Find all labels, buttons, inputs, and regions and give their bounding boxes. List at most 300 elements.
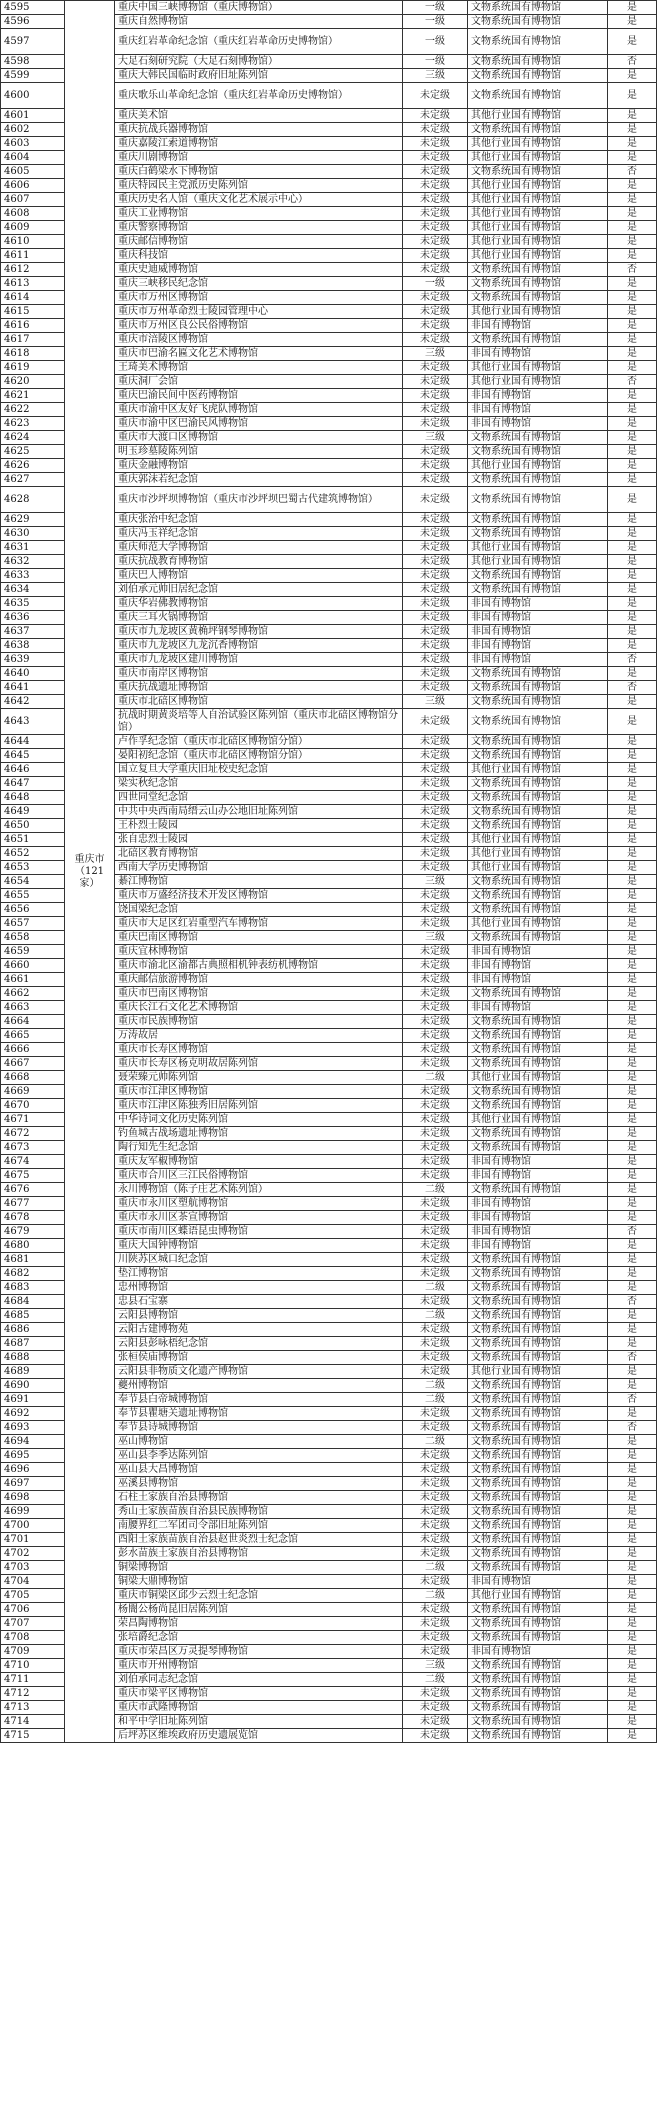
museum-type: 文物系统国有博物馆 — [468, 569, 608, 583]
free-admission: 是 — [608, 1155, 657, 1169]
row-number: 4707 — [1, 1617, 65, 1631]
museum-type: 文物系统国有博物馆 — [468, 445, 608, 459]
museum-grade: 未定级 — [403, 1127, 468, 1141]
row-number: 4712 — [1, 1687, 65, 1701]
museum-type: 非国有博物馆 — [468, 945, 608, 959]
free-admission: 是 — [608, 889, 657, 903]
museum-name: 云阳古建博物苑 — [115, 1323, 403, 1337]
museum-name: 重庆历史名人馆（重庆文化艺术展示中心） — [115, 193, 403, 207]
museum-grade: 未定级 — [403, 819, 468, 833]
museum-type: 文物系统国有博物馆 — [468, 583, 608, 597]
free-admission: 是 — [608, 959, 657, 973]
museum-grade: 未定级 — [403, 541, 468, 555]
museum-grade: 二级 — [403, 1071, 468, 1085]
museum-grade: 未定级 — [403, 1477, 468, 1491]
row-number: 4693 — [1, 1421, 65, 1435]
free-admission: 是 — [608, 1519, 657, 1533]
museum-type: 文物系统国有博物馆 — [468, 1099, 608, 1113]
row-number: 4638 — [1, 639, 65, 653]
museum-type: 文物系统国有博物馆 — [468, 1141, 608, 1155]
museum-type: 文物系统国有博物馆 — [468, 889, 608, 903]
museum-type: 文物系统国有博物馆 — [468, 29, 608, 55]
free-admission: 是 — [608, 1435, 657, 1449]
museum-name: 重庆市渝中区巴渝民风博物馆 — [115, 417, 403, 431]
museum-grade: 未定级 — [403, 569, 468, 583]
row-number: 4696 — [1, 1463, 65, 1477]
museum-grade: 未定级 — [403, 445, 468, 459]
museum-type: 文物系统国有博物馆 — [468, 1477, 608, 1491]
free-admission: 是 — [608, 847, 657, 861]
museum-grade: 未定级 — [403, 207, 468, 221]
museum-grade: 未定级 — [403, 1043, 468, 1057]
museum-grade: 未定级 — [403, 667, 468, 681]
museum-grade: 未定级 — [403, 889, 468, 903]
museum-grade: 未定级 — [403, 625, 468, 639]
museum-grade: 未定级 — [403, 973, 468, 987]
row-number: 4676 — [1, 1183, 65, 1197]
museum-grade: 未定级 — [403, 1533, 468, 1547]
free-admission: 是 — [608, 1183, 657, 1197]
museum-grade: 未定级 — [403, 1449, 468, 1463]
row-number: 4666 — [1, 1043, 65, 1057]
free-admission: 是 — [608, 221, 657, 235]
museum-name: 中华诗词文化历史陈列馆 — [115, 1113, 403, 1127]
row-number: 4697 — [1, 1477, 65, 1491]
museum-grade: 未定级 — [403, 833, 468, 847]
museum-grade: 未定级 — [403, 109, 468, 123]
museum-type: 其他行业国有博物馆 — [468, 109, 608, 123]
free-admission: 是 — [608, 541, 657, 555]
museum-name: 重庆警察博物馆 — [115, 221, 403, 235]
museum-grade: 二级 — [403, 1309, 468, 1323]
free-admission: 是 — [608, 1309, 657, 1323]
row-number: 4605 — [1, 165, 65, 179]
row-number: 4646 — [1, 763, 65, 777]
museum-grade: 未定级 — [403, 1057, 468, 1071]
row-number: 4656 — [1, 903, 65, 917]
row-number: 4708 — [1, 1631, 65, 1645]
museum-grade: 未定级 — [403, 1295, 468, 1309]
free-admission: 是 — [608, 1085, 657, 1099]
museum-name: 后坪苏区维埃政府历史遗展览馆 — [115, 1729, 403, 1743]
museum-name: 重庆市武隆博物馆 — [115, 1701, 403, 1715]
museum-name: 重庆市南岸区博物馆 — [115, 667, 403, 681]
museum-name: 重庆市永川区茶宣博物馆 — [115, 1211, 403, 1225]
museum-grade: 未定级 — [403, 1211, 468, 1225]
museum-grade: 三级 — [403, 69, 468, 83]
museum-name: 重庆巴南区博物馆 — [115, 931, 403, 945]
row-number: 4673 — [1, 1141, 65, 1155]
museum-name: 刘伯承同志纪念馆 — [115, 1673, 403, 1687]
row-number: 4668 — [1, 1071, 65, 1085]
row-number: 4674 — [1, 1155, 65, 1169]
museum-name: 重庆市南川区蝶语昆虫博物馆 — [115, 1225, 403, 1239]
museum-name: 杨闇公杨尚昆旧居陈列馆 — [115, 1603, 403, 1617]
museum-grade: 未定级 — [403, 151, 468, 165]
museum-grade: 未定级 — [403, 749, 468, 763]
museum-type: 文物系统国有博物馆 — [468, 875, 608, 889]
museum-grade: 三级 — [403, 875, 468, 889]
museum-name: 重庆市铜梁区邱少云烈士纪念馆 — [115, 1589, 403, 1603]
museum-name: 重庆市巴南区博物馆 — [115, 987, 403, 1001]
free-admission: 是 — [608, 805, 657, 819]
row-number: 4600 — [1, 83, 65, 109]
row-number: 4655 — [1, 889, 65, 903]
row-number: 4649 — [1, 805, 65, 819]
free-admission: 是 — [608, 1449, 657, 1463]
museum-grade: 未定级 — [403, 459, 468, 473]
museum-name: 四世同堂纪念馆 — [115, 791, 403, 805]
row-number: 4703 — [1, 1561, 65, 1575]
museum-type: 文物系统国有博物馆 — [468, 1491, 608, 1505]
museum-grade: 二级 — [403, 1281, 468, 1295]
free-admission: 是 — [608, 1253, 657, 1267]
free-admission: 是 — [608, 291, 657, 305]
free-admission: 是 — [608, 29, 657, 55]
free-admission: 是 — [608, 473, 657, 487]
free-admission: 是 — [608, 1463, 657, 1477]
free-admission: 是 — [608, 1645, 657, 1659]
free-admission: 是 — [608, 875, 657, 889]
museum-grade: 未定级 — [403, 1015, 468, 1029]
museum-name: 重庆市渝中区友好飞虎队博物馆 — [115, 403, 403, 417]
museum-grade: 未定级 — [403, 375, 468, 389]
museum-type: 文物系统国有博物馆 — [468, 1729, 608, 1743]
free-admission: 是 — [608, 459, 657, 473]
museum-name: 重庆抗战教育博物馆 — [115, 555, 403, 569]
museum-name: 重庆三耳火锅博物馆 — [115, 611, 403, 625]
museum-type: 文物系统国有博物馆 — [468, 709, 608, 735]
museum-type: 文物系统国有博物馆 — [468, 819, 608, 833]
museum-type: 其他行业国有博物馆 — [468, 1365, 608, 1379]
row-number: 4684 — [1, 1295, 65, 1309]
row-number: 4672 — [1, 1127, 65, 1141]
museum-type: 文物系统国有博物馆 — [468, 1, 608, 15]
museum-type: 文物系统国有博物馆 — [468, 931, 608, 945]
museum-name: 永川博物馆（陈子庄艺术陈列馆） — [115, 1183, 403, 1197]
museum-name: 重庆市涪陵区博物馆 — [115, 333, 403, 347]
museum-name: 重庆邮信旅游博物馆 — [115, 973, 403, 987]
free-admission: 是 — [608, 431, 657, 445]
row-number: 4715 — [1, 1729, 65, 1743]
museum-grade: 未定级 — [403, 291, 468, 305]
free-admission: 是 — [608, 945, 657, 959]
museum-type: 文物系统国有博物馆 — [468, 15, 608, 29]
free-admission: 是 — [608, 1337, 657, 1351]
free-admission: 是 — [608, 1575, 657, 1589]
row-number: 4616 — [1, 319, 65, 333]
museum-grade: 未定级 — [403, 249, 468, 263]
museum-name: 重庆川剧博物馆 — [115, 151, 403, 165]
row-number: 4603 — [1, 137, 65, 151]
row-number: 4670 — [1, 1099, 65, 1113]
museum-type: 非国有博物馆 — [468, 347, 608, 361]
row-number: 4682 — [1, 1267, 65, 1281]
museum-type: 其他行业国有博物馆 — [468, 361, 608, 375]
row-number: 4614 — [1, 291, 65, 305]
museum-grade: 未定级 — [403, 235, 468, 249]
museum-grade: 未定级 — [403, 1085, 468, 1099]
museum-type: 其他行业国有博物馆 — [468, 861, 608, 875]
museum-type: 文物系统国有博物馆 — [468, 1127, 608, 1141]
free-admission: 否 — [608, 1295, 657, 1309]
museum-name: 夔州博物馆 — [115, 1379, 403, 1393]
row-number: 4650 — [1, 819, 65, 833]
museum-name: 重庆巴人博物馆 — [115, 569, 403, 583]
free-admission: 是 — [608, 527, 657, 541]
row-number: 4628 — [1, 487, 65, 513]
museum-grade: 未定级 — [403, 1575, 468, 1589]
row-number: 4657 — [1, 917, 65, 931]
museum-grade: 三级 — [403, 431, 468, 445]
museum-type: 其他行业国有博物馆 — [468, 1113, 608, 1127]
free-admission: 是 — [608, 1491, 657, 1505]
free-admission: 是 — [608, 83, 657, 109]
free-admission: 是 — [608, 347, 657, 361]
free-admission: 是 — [608, 1533, 657, 1547]
museum-name: 忠州博物馆 — [115, 1281, 403, 1295]
museum-name: 晏阳初纪念馆（重庆市北碚区博物馆分馆） — [115, 749, 403, 763]
free-admission: 是 — [608, 1029, 657, 1043]
museum-name: 梁实秋纪念馆 — [115, 777, 403, 791]
museum-grade: 未定级 — [403, 123, 468, 137]
museum-type: 非国有博物馆 — [468, 1211, 608, 1225]
free-admission: 是 — [608, 611, 657, 625]
museum-type: 非国有博物馆 — [468, 1155, 608, 1169]
museum-type: 其他行业国有博物馆 — [468, 1589, 608, 1603]
museum-type: 非国有博物馆 — [468, 319, 608, 333]
museum-type: 文物系统国有博物馆 — [468, 1015, 608, 1029]
museum-name: 石柱土家族自治县博物馆 — [115, 1491, 403, 1505]
row-number: 4610 — [1, 235, 65, 249]
museum-grade: 未定级 — [403, 1169, 468, 1183]
row-number: 4647 — [1, 777, 65, 791]
free-admission: 是 — [608, 695, 657, 709]
free-admission: 否 — [608, 375, 657, 389]
free-admission: 是 — [608, 249, 657, 263]
free-admission: 是 — [608, 333, 657, 347]
museum-name: 重庆史迪威博物馆 — [115, 263, 403, 277]
museum-grade: 未定级 — [403, 319, 468, 333]
museum-name: 王琦美术博物馆 — [115, 361, 403, 375]
row-number: 4679 — [1, 1225, 65, 1239]
row-number: 4643 — [1, 709, 65, 735]
row-number: 4597 — [1, 29, 65, 55]
museum-name: 铜梁大鼎博物馆 — [115, 1575, 403, 1589]
museum-type: 文物系统国有博物馆 — [468, 1659, 608, 1673]
row-number: 4608 — [1, 207, 65, 221]
museum-type: 文物系统国有博物馆 — [468, 1449, 608, 1463]
museum-type: 其他行业国有博物馆 — [468, 151, 608, 165]
museum-name: 重庆大国钟博物馆 — [115, 1239, 403, 1253]
free-admission: 是 — [608, 235, 657, 249]
free-admission: 是 — [608, 193, 657, 207]
free-admission: 是 — [608, 931, 657, 945]
row-number: 4694 — [1, 1435, 65, 1449]
museum-name: 重庆市万州区博物馆 — [115, 291, 403, 305]
museum-name: 重庆市北碚区博物馆 — [115, 695, 403, 709]
row-number: 4624 — [1, 431, 65, 445]
museum-grade: 未定级 — [403, 1407, 468, 1421]
museum-type: 非国有博物馆 — [468, 653, 608, 667]
row-number: 4653 — [1, 861, 65, 875]
free-admission: 是 — [608, 1127, 657, 1141]
museum-grade: 未定级 — [403, 903, 468, 917]
museum-grade: 未定级 — [403, 597, 468, 611]
free-admission: 是 — [608, 973, 657, 987]
museum-name: 重庆市巴渝名匾文化艺术博物馆 — [115, 347, 403, 361]
free-admission: 是 — [608, 305, 657, 319]
free-admission: 是 — [608, 1547, 657, 1561]
row-number: 4709 — [1, 1645, 65, 1659]
museum-name: 秀山土家族苗族自治县民族博物馆 — [115, 1505, 403, 1519]
museum-grade: 未定级 — [403, 1701, 468, 1715]
museum-grade: 未定级 — [403, 1505, 468, 1519]
museum-name: 重庆大韩民国临时政府旧址陈列馆 — [115, 69, 403, 83]
free-admission: 是 — [608, 749, 657, 763]
museum-type: 文物系统国有博物馆 — [468, 1337, 608, 1351]
free-admission: 是 — [608, 207, 657, 221]
museum-grade: 未定级 — [403, 1029, 468, 1043]
free-admission: 是 — [608, 1141, 657, 1155]
free-admission: 否 — [608, 263, 657, 277]
museum-type: 文物系统国有博物馆 — [468, 1253, 608, 1267]
museum-grade: 一级 — [403, 15, 468, 29]
row-number: 4686 — [1, 1323, 65, 1337]
museum-name: 重庆美术馆 — [115, 109, 403, 123]
museum-name: 巫山博物馆 — [115, 1435, 403, 1449]
row-number: 4623 — [1, 417, 65, 431]
museum-type: 文物系统国有博物馆 — [468, 1519, 608, 1533]
museum-name: 重庆长江石文化艺术博物馆 — [115, 1001, 403, 1015]
museum-grade: 未定级 — [403, 221, 468, 235]
museum-name: 重庆邮信博物馆 — [115, 235, 403, 249]
museum-grade: 未定级 — [403, 1351, 468, 1365]
museum-grade: 未定级 — [403, 1547, 468, 1561]
museum-type: 其他行业国有博物馆 — [468, 763, 608, 777]
museum-grade: 未定级 — [403, 1645, 468, 1659]
museum-type: 文物系统国有博物馆 — [468, 1267, 608, 1281]
row-number: 4619 — [1, 361, 65, 375]
museum-type: 文物系统国有博物馆 — [468, 1673, 608, 1687]
museum-type: 其他行业国有博物馆 — [468, 917, 608, 931]
row-number: 4629 — [1, 513, 65, 527]
museum-type: 文物系统国有博物馆 — [468, 681, 608, 695]
museum-name: 重庆红岩革命纪念馆（重庆红岩革命历史博物馆） — [115, 29, 403, 55]
free-admission: 是 — [608, 1099, 657, 1113]
free-admission: 是 — [608, 417, 657, 431]
row-number: 4669 — [1, 1085, 65, 1099]
museum-name: 王朴烈士陵园 — [115, 819, 403, 833]
row-number: 4626 — [1, 459, 65, 473]
museum-name: 巫山县大昌博物馆 — [115, 1463, 403, 1477]
museum-name: 重庆嘉陵江索道博物馆 — [115, 137, 403, 151]
free-admission: 是 — [608, 777, 657, 791]
free-admission: 是 — [608, 389, 657, 403]
museum-grade: 未定级 — [403, 1239, 468, 1253]
row-number: 4652 — [1, 847, 65, 861]
free-admission: 是 — [608, 1477, 657, 1491]
museum-type: 文物系统国有博物馆 — [468, 1379, 608, 1393]
museum-name: 陶行知先生纪念馆 — [115, 1141, 403, 1155]
museum-type: 其他行业国有博物馆 — [468, 179, 608, 193]
museum-type: 文物系统国有博物馆 — [468, 83, 608, 109]
museum-grade: 二级 — [403, 1435, 468, 1449]
museum-type: 其他行业国有博物馆 — [468, 249, 608, 263]
museum-name: 重庆洞厂会馆 — [115, 375, 403, 389]
free-admission: 是 — [608, 1589, 657, 1603]
museum-name: 重庆三峡移民纪念馆 — [115, 277, 403, 291]
row-number: 4675 — [1, 1169, 65, 1183]
museum-type: 文物系统国有博物馆 — [468, 1351, 608, 1365]
row-number: 4611 — [1, 249, 65, 263]
museum-grade: 未定级 — [403, 555, 468, 569]
museum-name: 重庆白鹤梁水下博物馆 — [115, 165, 403, 179]
museum-type: 非国有博物馆 — [468, 1169, 608, 1183]
museum-type: 文物系统国有博物馆 — [468, 1421, 608, 1435]
museum-name: 重庆巴渝民间中医药博物馆 — [115, 389, 403, 403]
row-number: 4613 — [1, 277, 65, 291]
museum-type: 文物系统国有博物馆 — [468, 1701, 608, 1715]
museum-name: 巫山县李季达陈列馆 — [115, 1449, 403, 1463]
row-number: 4595 — [1, 1, 65, 15]
free-admission: 是 — [608, 1057, 657, 1071]
museum-grade: 未定级 — [403, 193, 468, 207]
museum-type: 非国有博物馆 — [468, 625, 608, 639]
museum-grade: 二级 — [403, 1673, 468, 1687]
museum-type: 文物系统国有博物馆 — [468, 1533, 608, 1547]
free-admission: 是 — [608, 445, 657, 459]
museum-name: 重庆市万盛经济技术开发区博物馆 — [115, 889, 403, 903]
museum-type: 文物系统国有博物馆 — [468, 333, 608, 347]
museum-type: 文物系统国有博物馆 — [468, 55, 608, 69]
museum-type: 文物系统国有博物馆 — [468, 735, 608, 749]
museum-grade: 未定级 — [403, 1155, 468, 1169]
museum-type: 非国有博物馆 — [468, 639, 608, 653]
museum-name: 明玉珍墓陵陈列馆 — [115, 445, 403, 459]
row-number: 4631 — [1, 541, 65, 555]
museum-grade: 未定级 — [403, 1715, 468, 1729]
row-number: 4654 — [1, 875, 65, 889]
museum-grade: 未定级 — [403, 653, 468, 667]
museum-name: 重庆市开州博物馆 — [115, 1659, 403, 1673]
museum-name: 巫溪县博物馆 — [115, 1477, 403, 1491]
free-admission: 是 — [608, 151, 657, 165]
museum-type: 文物系统国有博物馆 — [468, 791, 608, 805]
museum-type: 文物系统国有博物馆 — [468, 487, 608, 513]
museum-type: 文物系统国有博物馆 — [468, 513, 608, 527]
museum-grade: 未定级 — [403, 263, 468, 277]
museum-name: 忠县石宝寨 — [115, 1295, 403, 1309]
row-number: 4692 — [1, 1407, 65, 1421]
row-number: 4680 — [1, 1239, 65, 1253]
museum-grade: 一级 — [403, 29, 468, 55]
museum-type: 文物系统国有博物馆 — [468, 1043, 608, 1057]
row-number: 4711 — [1, 1673, 65, 1687]
row-number: 4601 — [1, 109, 65, 123]
museum-name: 重庆抗战兵器博物馆 — [115, 123, 403, 137]
museum-grade: 未定级 — [403, 1617, 468, 1631]
museum-name: 重庆市九龙坡区九龙沉香博物馆 — [115, 639, 403, 653]
free-admission: 是 — [608, 1701, 657, 1715]
museum-grade: 未定级 — [403, 305, 468, 319]
museum-type: 非国有博物馆 — [468, 611, 608, 625]
row-number: 4662 — [1, 987, 65, 1001]
museum-name: 重庆友军椒博物馆 — [115, 1155, 403, 1169]
museum-grade: 未定级 — [403, 403, 468, 417]
museum-type: 文物系统国有博物馆 — [468, 1505, 608, 1519]
museum-type: 其他行业国有博物馆 — [468, 847, 608, 861]
